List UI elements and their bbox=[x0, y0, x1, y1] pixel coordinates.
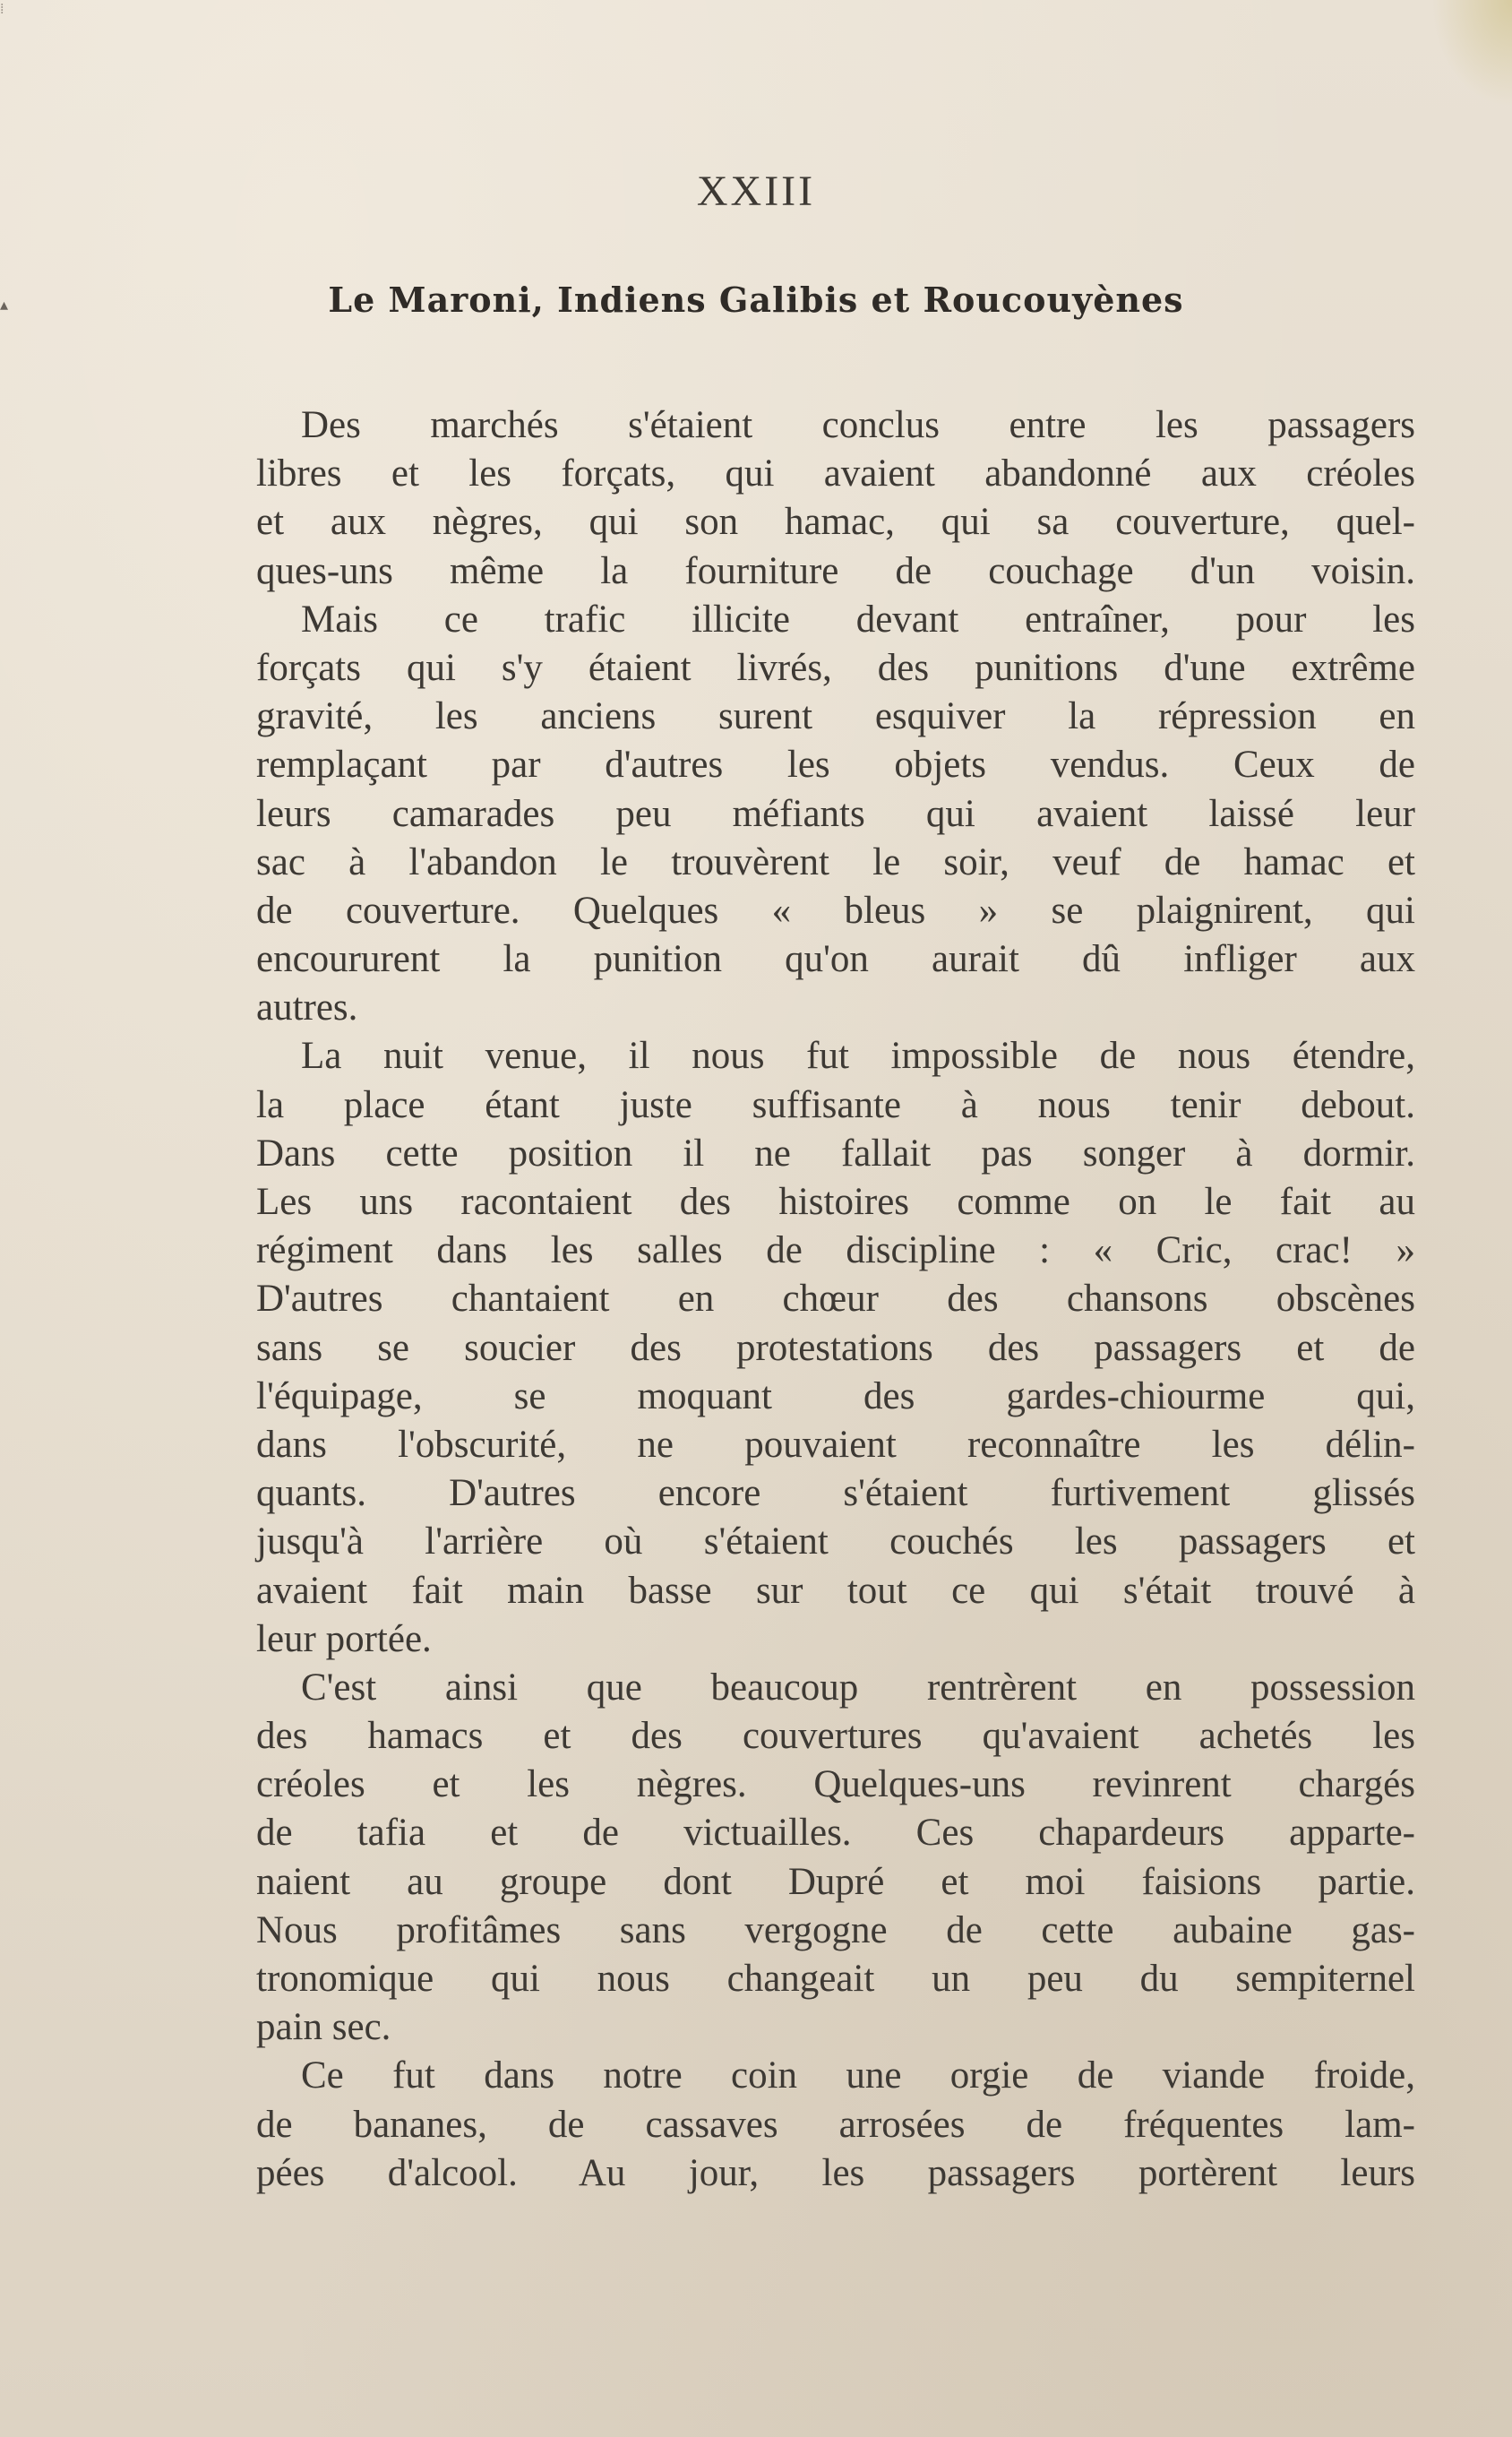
text-line: encoururent la punition qu'on aurait dû infliger aux bbox=[256, 938, 1415, 981]
text-line: autres. bbox=[256, 986, 358, 1029]
text-line: Mais ce trafic illicite devant entraîner, pour les bbox=[301, 598, 1415, 641]
chapter-number: XXIII bbox=[696, 168, 816, 215]
text-line: tronomique qui nous changeait un peu du sempiternel bbox=[256, 1958, 1415, 2000]
text-line: régiment dans les salles de discipline : « Cric, crac! » bbox=[256, 1229, 1415, 1272]
text-line: leurs camarades peu méfiants qui avaient laissé leur bbox=[256, 792, 1415, 835]
text-line: de tafia et de victuailles. Ces chapardeurs apparte- bbox=[256, 1812, 1415, 1855]
text-line: Nous profitâmes sans vergogne de cette aubaine gas- bbox=[256, 1908, 1415, 1951]
text-line: des hamacs et des couvertures qu'avaient achetés les bbox=[256, 1715, 1415, 1758]
text-line: sac à l'abandon le trouvèrent le soir, veuf de hamac et bbox=[256, 840, 1415, 883]
text-line: ques-uns même la fourniture de couchage d'un voisin. bbox=[256, 549, 1415, 592]
text-line: naient au groupe dont Dupré et moi faisions partie. bbox=[256, 1860, 1415, 1903]
text-line: Des marchés s'étaient conclus entre les passagers bbox=[301, 404, 1415, 446]
text-line: La nuit venue, il nous fut impossible de nous étendre, bbox=[301, 1035, 1415, 1078]
text-line: leur portée. bbox=[256, 1617, 432, 1660]
margin-mark: ▴ bbox=[0, 296, 9, 314]
text-line: Dans cette position il ne fallait pas songer à dormir. bbox=[256, 1132, 1415, 1175]
text-line: Les uns racontaient des histoires comme on le fait au bbox=[256, 1181, 1415, 1223]
chapter-title: Le Maroni, Indiens Galibis et Roucouyènes bbox=[328, 280, 1184, 320]
text-line: la place étant juste suffisante à nous tenir debout. bbox=[256, 1083, 1415, 1126]
text-line: forçats qui s'y étaient livrés, des punitions d'une extrême bbox=[256, 646, 1415, 689]
text-line: avaient fait main basse sur tout ce qui s'était trouvé à bbox=[256, 1569, 1415, 1612]
edge-mark: ⁞ bbox=[0, 0, 4, 17]
text-line: jusqu'à l'arrière où s'étaient couchés les passagers et bbox=[256, 1520, 1415, 1563]
body-text bbox=[256, 401, 1415, 2198]
text-line: Ce fut dans notre coin une orgie de viande froide, bbox=[301, 2054, 1415, 2097]
text-line: remplaçant par d'autres les objets vendus. Ceux de bbox=[256, 744, 1415, 787]
text-line: dans l'obscurité, ne pouvaient reconnaître les délin- bbox=[256, 1423, 1415, 1466]
text-line: et aux nègres, qui son hamac, qui sa couverture, quel- bbox=[256, 501, 1415, 544]
text-line: sans se soucier des protestations des passagers et de bbox=[256, 1326, 1415, 1369]
text-line: quants. D'autres encore s'étaient furtivement glissés bbox=[256, 1472, 1415, 1515]
text-line: pées d'alcool. Au jour, les passagers portèrent leurs bbox=[256, 2151, 1415, 2194]
text-line: C'est ainsi que beaucoup rentrèrent en possession bbox=[301, 1666, 1415, 1709]
text-line: de couverture. Quelques « bleus » se plaignirent, qui bbox=[256, 889, 1415, 932]
text-line: D'autres chantaient en chœur des chansons obscènes bbox=[256, 1278, 1415, 1321]
text-line: libres et les forçats, qui avaient abandonné aux créoles bbox=[256, 452, 1415, 495]
text-line: gravité, les anciens surent esquiver la répression en bbox=[256, 695, 1415, 738]
text-line: de bananes, de cassaves arrosées de fréquentes lam- bbox=[256, 2103, 1415, 2146]
text-line: créoles et les nègres. Quelques-uns revinrent chargés bbox=[256, 1763, 1415, 1806]
paper-stain bbox=[1431, 0, 1512, 108]
text-line: pain sec. bbox=[256, 2006, 391, 2049]
text-line: l'équipage, se moquant des gardes-chiourme qui, bbox=[256, 1374, 1415, 1417]
